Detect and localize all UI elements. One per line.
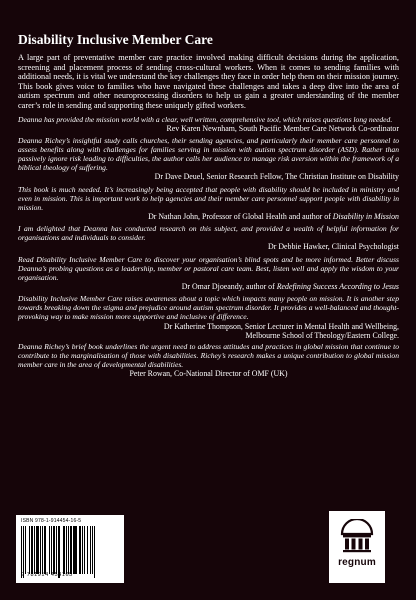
endorsement-attribution: Peter Rowan, Co-National Director of OMF (UK) xyxy=(129,369,288,379)
endorsement-quote: Read Disability Inclusive Member Care to discover your organisation’s blind spots and be more informed. Better discuss Deanna’s probing questions as a leadership, member or pastoral care team. Best, listen well and apply the wisdom to your organisation. xyxy=(18,254,399,282)
isbn-barcode xyxy=(16,515,124,583)
endorsement-quote: Disability Inclusive Member Care raises awareness about a topic which impacts many people on mission. It is another step towards breaking down the stigma and prejudice around autism spectrum disorder. It provides a well-balanced and thought-provoking way to make mission more supportive and inclusive of difference. xyxy=(18,294,399,322)
barcode-digits: 9 781914 454165 xyxy=(21,572,73,578)
publisher-logo xyxy=(329,511,385,583)
attribution-line-1: Dr Katherine Thompson, Senior Lecturer in Mental Health and Wellbeing, xyxy=(163,321,399,331)
attribution-book-title: Disability in Mission xyxy=(332,211,399,221)
endorsement-quote: This book is much needed. It’s increasingly being accepted that people with disability should be included in ministry and even in mission. This is important work to help agencies and their member care personnel support people with disability in mission. xyxy=(18,184,399,212)
isbn-label: ISBN 978-1-914454-16-5 xyxy=(21,518,82,524)
attribution-author: Dr Nathan John, Professor of Global Health and author of xyxy=(148,211,333,221)
endorsement-attribution xyxy=(18,282,399,291)
endorsement-attribution: Dr Debbie Hawker, Clinical Psychologist xyxy=(268,242,399,252)
attribution-author: Dr Omar Djoeandy, author of xyxy=(181,281,277,291)
endorsement-quote: Deanna Richey’s brief book underlines the urgent need to address attitudes and practices in global mission that continue to contribute to the marginalisation of those with disabilities. Richey’s research makes a unique contribution to global mission member care in the area of developmental disabilities. xyxy=(18,342,399,370)
book-title: Disability Inclusive Member Care xyxy=(18,32,213,47)
endorsement-quote: Deanna has provided the mission world with a clear, well written, comprehensive tool, which raises questions long needed. xyxy=(18,114,393,124)
barcode-gap xyxy=(95,526,96,574)
cover-text xyxy=(18,32,399,384)
endorsement-quote: Deanna Richey’s insightful study calls churches, their sending agencies, and particularly their member care personnel to assess benefits along with challenges for families serving in mission with autism spectrum disorder (ASD). Rather than passively ignore risk leading to difficulties, the author calls her audience to manage risk aversion within the framework of a biblical theology of suffering. xyxy=(18,135,399,173)
publisher-name: regnum xyxy=(338,557,376,568)
attribution-line-2: Melbourne School of Theology/Eastern College. xyxy=(245,330,399,340)
attribution-book-title: Redefining Success According to Jesus xyxy=(276,281,399,291)
building-columns-icon xyxy=(340,519,374,553)
endorsement-attribution: Dr Dave Deuel, Senior Research Fellow, The Christian Institute on Disability xyxy=(154,172,399,182)
endorsement-attribution xyxy=(18,322,399,341)
endorsement-attribution xyxy=(18,212,399,221)
intro-paragraph: A large part of preventative member care practice involved making difficult decisions during the application, screening and placement process of sending cross-cultural workers. When it comes to sending families with additional needs, it is vital we understand the key challenges they face in order help them on their mission journey. This book gives voice to families who have navigated these challenges and takes a deep dive into the area of autism spectrum and other neuroprocessing disorders to help us gain a greater understanding of the member carer’s role in sending and supporting these uniquely gifted workers. xyxy=(18,53,399,110)
endorsement-quote: I am delighted that Deanna has conducted research on this subject, and provided a wealth of helpful information for organisations and individuals to consider. xyxy=(18,224,399,243)
endorsement-attribution: Rev Karen Newnham, South Pacific Member Care Network Co-ordinator xyxy=(166,123,399,133)
barcode-bars xyxy=(21,526,119,574)
